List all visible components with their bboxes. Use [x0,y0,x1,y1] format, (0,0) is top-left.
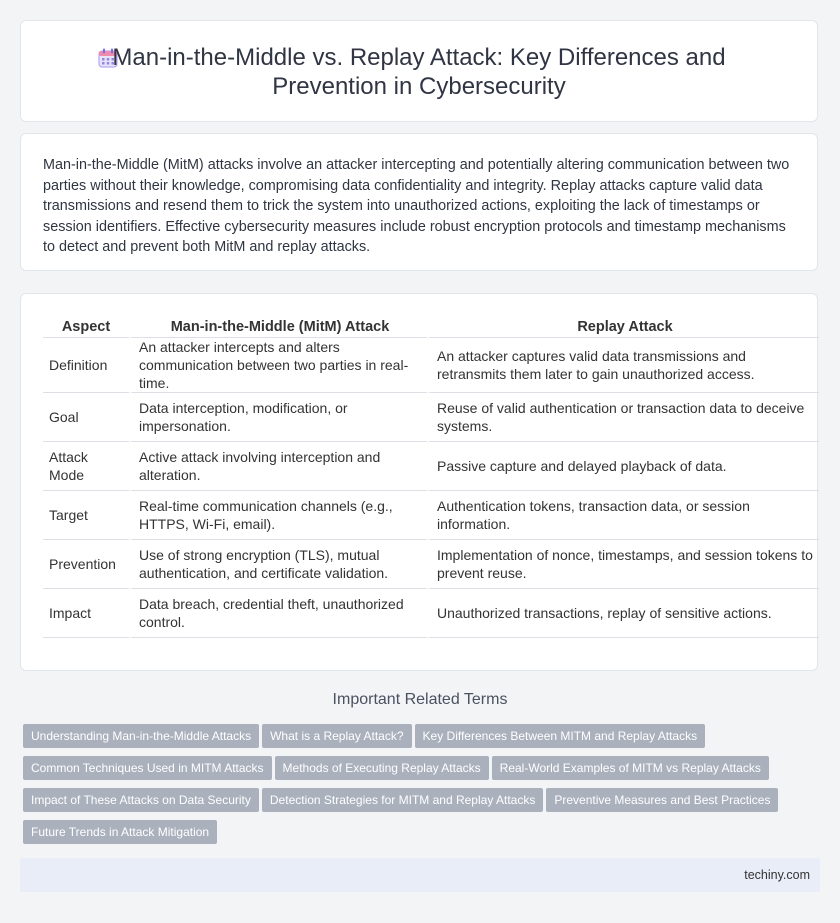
row-aspect: Attack Mode [43,442,129,491]
footer [20,858,820,892]
table-row [43,393,819,442]
row-mitm: An attacker intercepts and alters communication between two parties in real-time. [129,338,427,393]
related-tag[interactable]: Preventive Measures and Best Practices [546,788,778,812]
row-aspect: Definition [43,338,129,393]
row-mitm: Active attack involving interception and alteration. [129,442,427,491]
intro-paragraph: Man-in-the-Middle (MitM) attacks involve an attacker intercepting and potentially altering communication between two parties without their knowledge, compromising data confidentiality and integrity. Replay attacks capture valid data transmissions and resend them to trick the system into unauthorized actions, exploiting the lack of timestamps or session identifiers. Effective cybersecurity measures include robust encryption protocols and timestamp mechanisms to detect and prevent both MitM and replay attacks. [43,157,790,255]
row-mitm: Data breach, credential theft, unauthorized control. [129,589,427,638]
related-tag[interactable]: Future Trends in Attack Mitigation [23,820,217,844]
related-tag[interactable]: Methods of Executing Replay Attacks [275,756,489,780]
row-mitm: Data interception, modification, or impersonation. [129,393,427,442]
related-tag[interactable]: Detection Strategies for MITM and Replay Attacks [262,788,543,812]
table-row [43,442,819,491]
row-aspect: Prevention [43,540,129,589]
table-row [43,540,819,589]
row-mitm: Real-time communication channels (e.g., HTTPS, Wi-Fi, email). [129,491,427,540]
comparison-table [43,312,819,638]
related-tag[interactable]: Real-World Examples of MITM vs Replay Attacks [492,756,769,780]
header-aspect: Aspect [43,312,129,338]
table-row [43,491,819,540]
row-replay: Authentication tokens, transaction data, or session information. [427,491,819,540]
footer-site-link[interactable]: techiny.com [744,868,810,882]
row-replay: An attacker captures valid data transmissions and retransmits them later to gain unauthorized access. [427,338,819,393]
intro-card [20,133,818,271]
row-replay: Implementation of nonce, timestamps, and session tokens to prevent reuse. [427,540,819,589]
page-title: Man-in-the-Middle vs. Replay Attack: Key Differences and Prevention in Cybersecurity [112,44,726,100]
row-replay: Unauthorized transactions, replay of sensitive actions. [427,589,819,638]
header-mitm: Man-in-the-Middle (MitM) Attack [129,312,427,338]
row-mitm: Use of strong encryption (TLS), mutual authentication, and certificate validation. [129,540,427,589]
related-tag[interactable]: Common Techniques Used in MITM Attacks [23,756,272,780]
related-tag[interactable]: Key Differences Between MITM and Replay Attacks [415,724,706,748]
related-tag[interactable]: What is a Replay Attack? [262,724,411,748]
row-aspect: Impact [43,589,129,638]
related-tag[interactable]: Understanding Man-in-the-Middle Attacks [23,724,259,748]
related-tags [23,724,813,852]
related-terms-title: Important Related Terms [332,691,508,708]
table-row [43,338,819,393]
title-card [20,20,818,122]
comparison-card [20,293,818,671]
row-replay: Passive capture and delayed playback of data. [427,442,819,491]
table-row [43,589,819,638]
row-aspect: Goal [43,393,129,442]
row-aspect: Target [43,491,129,540]
row-replay: Reuse of valid authentication or transaction data to deceive systems. [427,393,819,442]
table-header-row [43,312,819,338]
related-tag[interactable]: Impact of These Attacks on Data Security [23,788,259,812]
header-replay: Replay Attack [427,312,819,338]
